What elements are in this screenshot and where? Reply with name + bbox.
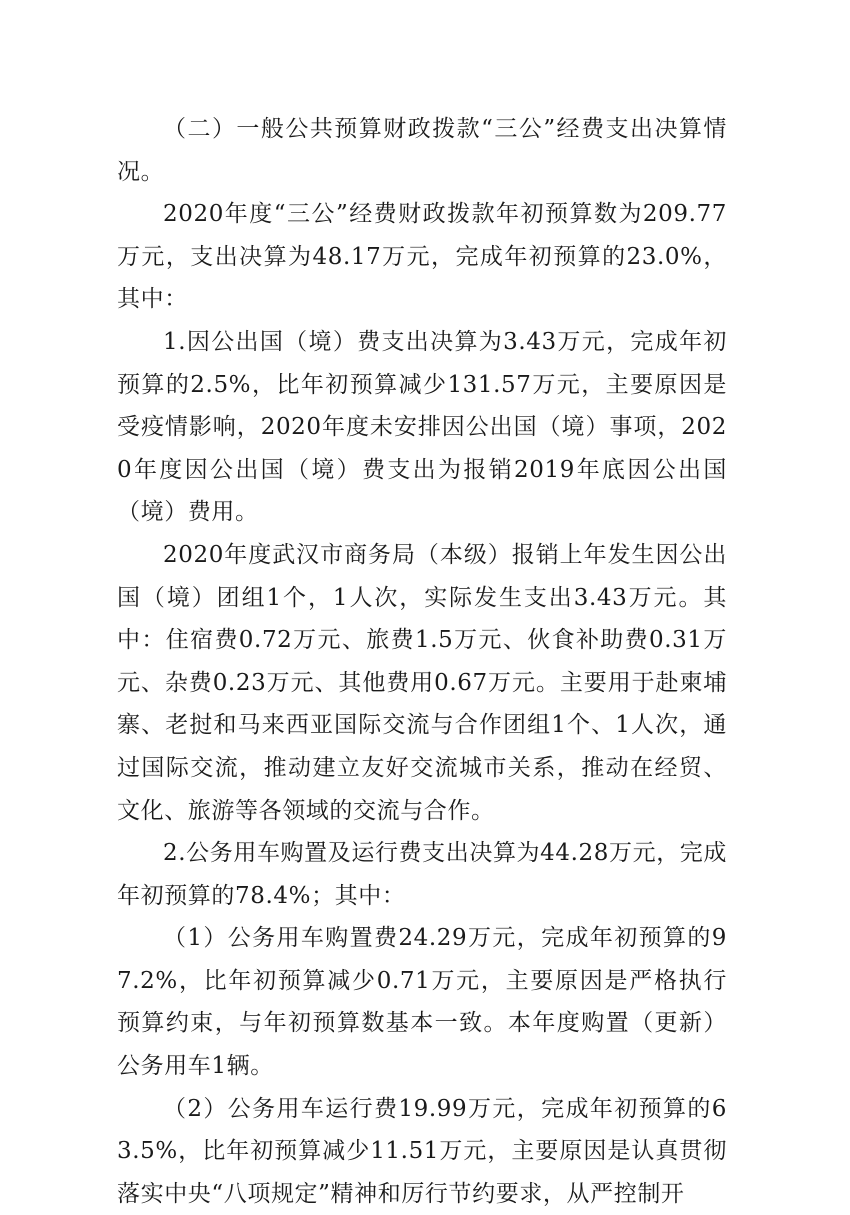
overseas-trip-detail-paragraph: 2020年度武汉市商务局（本级）报销上年发生因公出国（境）团组1个，1人次，实际发生支出3.43万元。其中：住宿费0.72万元、旅费1.5万元、伙食补助费0.31万元、杂费0.23万元、其他费用0.67万元。主要用于赴柬埔寨、老挝和马来西亚国际交流与合作团组1个、1人次，通过国际交流，推动建立友好交流城市关系，推动在经贸、文化、旅游等各领域的交流与合作。 xyxy=(117,541,727,824)
vehicle-expense-paragraph: 2.公务用车购置及运行费支出决算为44.28万元，完成年初预算的78.4%；其中： xyxy=(117,840,727,909)
budget-summary-paragraph: 2020年度“三公”经费财政拨款年初预算数为209.77万元，支出决算为48.17万元，完成年初预算的23.0%，其中： xyxy=(117,201,727,313)
vehicle-purchase-paragraph: （1）公务用车购置费24.29万元，完成年初预算的97.2%，比年初预算减少0.71万元，主要原因是严格执行预算约束，与年初预算数基本一致。本年度购置（更新）公务用车1辆。 xyxy=(117,925,727,1080)
overseas-trip-expense-paragraph: 1.因公出国（境）费支出决算为3.43万元，完成年初预算的2.5%，比年初预算减少131.57万元，主要原因是受疫情影响，2020年度未安排因公出国（境）事项，2020年度因公出国（境）费支出为报销2019年底因公出国（境）费用。 xyxy=(117,328,727,526)
section-heading-paragraph: （二）一般公共预算财政拨款“三公”经费支出决算情况。 xyxy=(117,116,727,185)
document-body xyxy=(117,108,727,1215)
vehicle-operation-paragraph: （2）公务用车运行费19.99万元，完成年初预算的63.5%，比年初预算减少11.51万元，主要原因是认真贯彻落实中央“八项规定”精神和厉行节约要求，从严控制开 xyxy=(117,1095,727,1207)
